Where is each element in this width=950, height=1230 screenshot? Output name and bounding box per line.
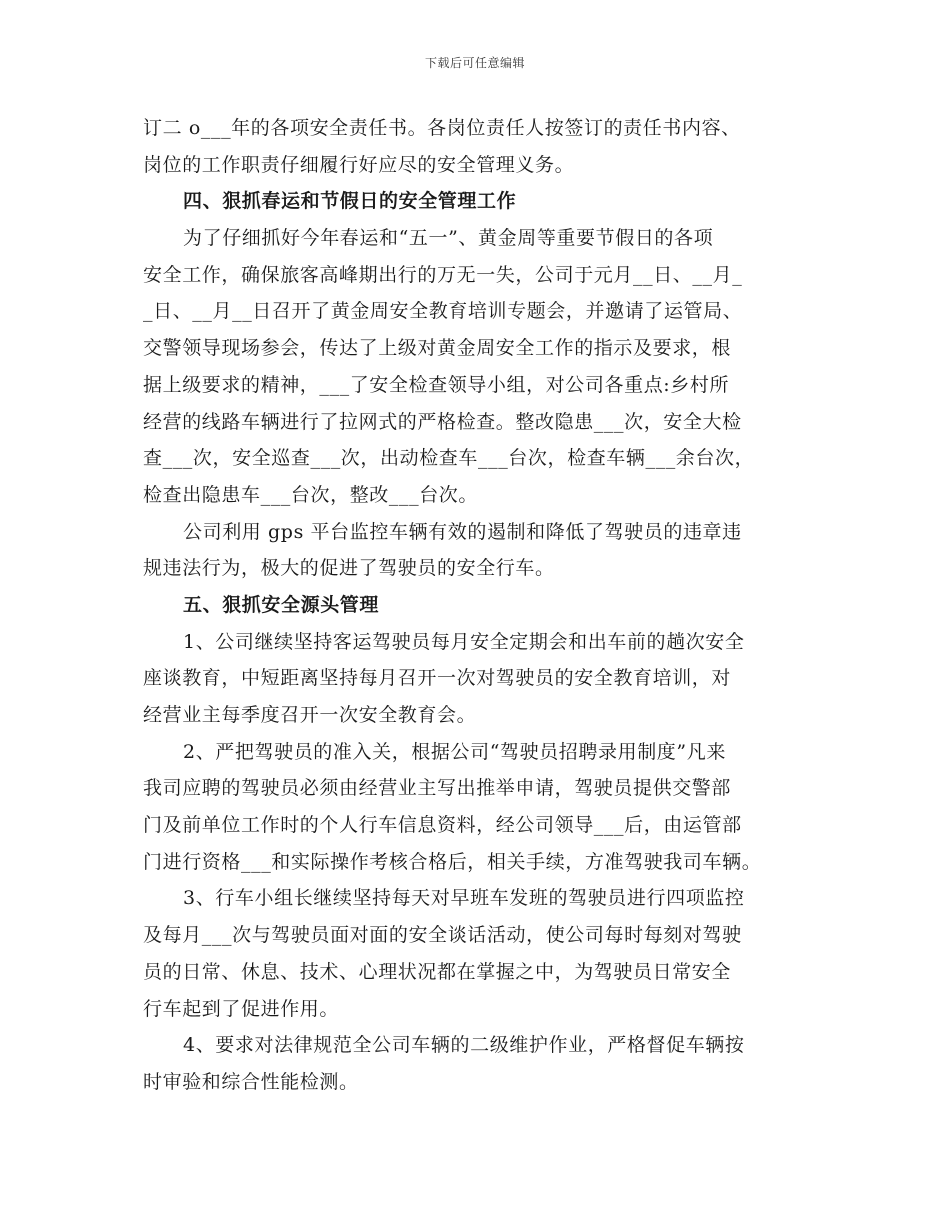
body-line: 我司应聘的驾驶员必须由经营业主写出推举申请，驾驶员提供交警部 <box>143 777 732 800</box>
body-line: 订二 o___年的各项安全责任书。各岗位责任人按签订的责任书内容、 <box>143 117 741 139</box>
body-line: 行车起到了促进作用。 <box>143 997 340 1020</box>
body-line: 安全工作，确保旅客高峰期出行的万无一失，公司于元月__日、__月_ <box>143 263 743 286</box>
body-line: 座谈教育，中短距离坚持每月召开一次对驾驶员的安全教育培训，对 <box>143 667 732 690</box>
section-heading-4: 四、狠抓春运和节假日的安全管理工作 <box>183 190 517 213</box>
document-body <box>143 110 811 1101</box>
body-line: 4、要求对法律规范全公司车辆的二级维护作业，严格督促车辆按 <box>183 1034 745 1057</box>
body-line: 1、公司继续坚持客运驾驶员每月安全定期会和出车前的趟次安全 <box>183 630 745 653</box>
body-line: 门进行资格___和实际操作考核合格后，相关手续，方准驾驶我司车辆。 <box>143 850 762 873</box>
body-line: 检查出隐患车___台次，整改___台次。 <box>143 483 479 506</box>
page-header: 下载后可任意编辑 <box>424 56 525 70</box>
body-line: 交警领导现场参会，传达了上级对黄金周安全工作的指示及要求，根 <box>143 337 732 360</box>
body-line: 3、行车小组长继续坚持每天对早班车发班的驾驶员进行四项监控 <box>183 887 745 910</box>
body-line: _日、__月__日召开了黄金周安全教育培训专题会，并邀请了运管局、 <box>143 300 743 323</box>
body-line: 为了仔细抓好今年春运和“五一”、黄金周等重要节假日的各项 <box>183 227 714 250</box>
body-line: 公司利用 gps 平台监控车辆有效的遏制和降低了驾驶员的违章违 <box>183 520 742 543</box>
body-line: 时审验和综合性能检测。 <box>143 1070 359 1093</box>
body-line: 查___次，安全巡查___次，出动检查车___台次，检查车辆___余台次， <box>143 447 755 470</box>
body-line: 及每月___次与驾驶员面对面的安全谈话活动，使公司每时每刻对驾驶 <box>143 924 742 947</box>
body-line: 规违法行为，极大的促进了驾驶员的安全行车。 <box>143 557 555 580</box>
body-line: 岗位的工作职责仔细履行好应尽的安全管理义务。 <box>143 153 575 176</box>
body-line: 经营的线路车辆进行了拉网式的严格检查。整改隐患___次，安全大检 <box>143 410 742 433</box>
body-line: 经营业主每季度召开一次安全教育会。 <box>143 704 477 726</box>
body-line: 员的日常、休息、技术、心理状况都在掌握之中，为驾驶员日常安全 <box>143 960 732 983</box>
body-line: 2、严把驾驶员的准入关，根据公司“驾驶员招聘录用制度”凡来 <box>183 740 726 763</box>
body-line: 据上级要求的精神，___了安全检查领导小组，对公司各重点:乡村所 <box>143 373 730 396</box>
section-heading-5: 五、狠抓安全源头管理 <box>183 593 380 616</box>
body-line: 门及前单位工作时的个人行车信息资料，经公司领导___后，由运管部 <box>143 814 742 837</box>
